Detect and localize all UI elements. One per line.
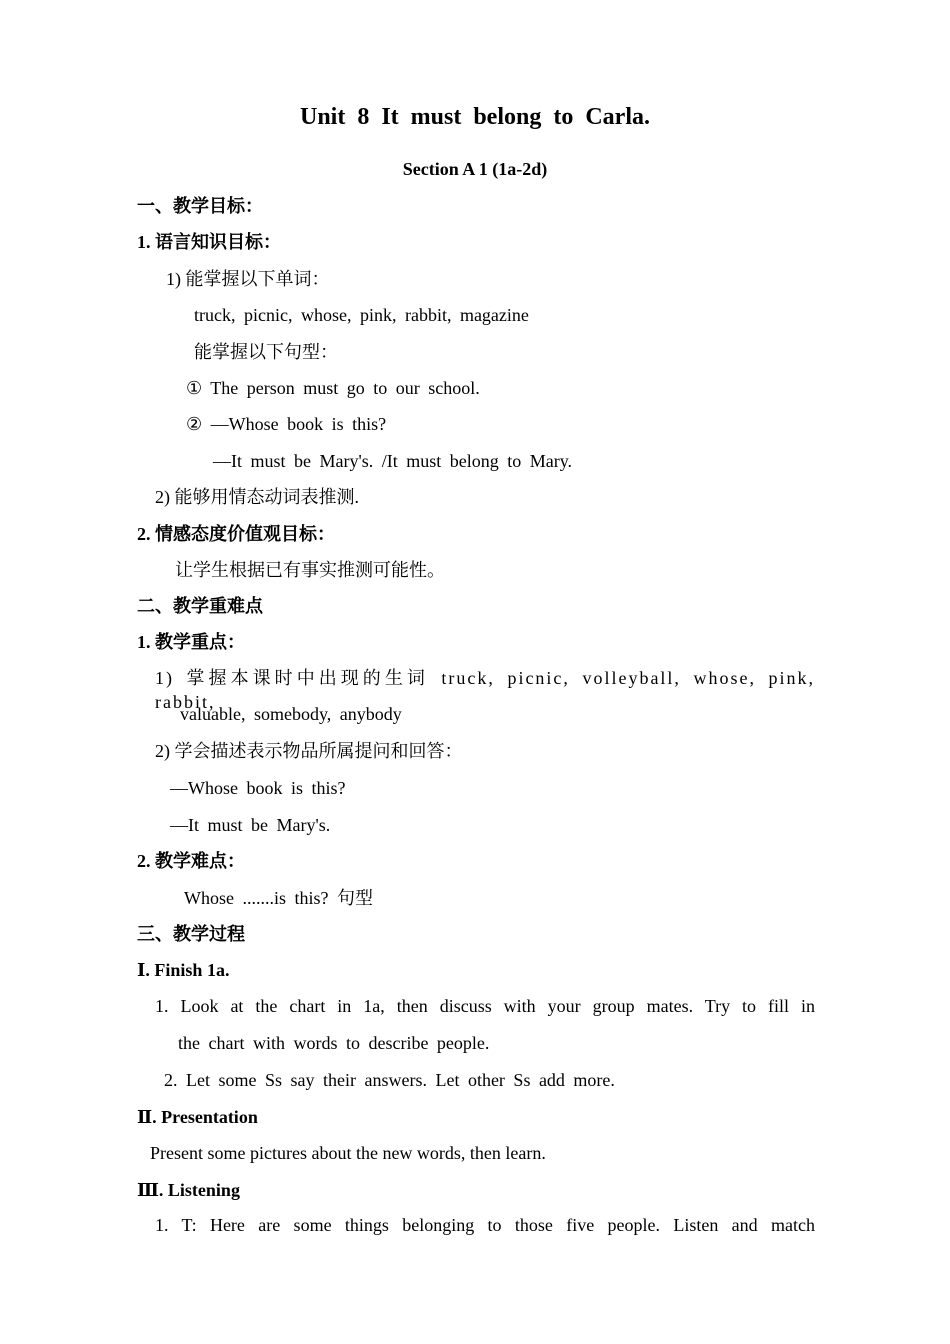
focus-ownership-label: 2) 学会描述表示物品所属提问和回答： [155,741,463,761]
pattern-1: ① The person must go to our school. [186,378,480,398]
part-1-step-1-line-2: the chart with words to describe people. [178,1033,490,1053]
heading-attitude-objectives: 2. 情感态度价值观目标： [137,524,335,544]
modal-verb-objective: 2) 能够用情态动词表推测. [155,487,359,507]
attitude-objective-text: 让学生根据已有事实推测可能性。 [175,560,445,580]
part-1-step-2: 2. Let some Ss say their answers. Let other Ss add more. [164,1070,615,1090]
part-2-text: Present some pictures about the new words, then learn. [150,1143,546,1163]
focus-answer: —It must be Mary's. [170,815,331,835]
heading-language-objectives: 1. 语言知识目标： [137,232,281,252]
document-title: Unit 8 It must belong to Carla. [299,104,650,130]
patterns-label: 能掌握以下句型： [194,342,338,362]
heading-part-2: Ⅱ. Presentation [137,1107,258,1127]
part-3-step-1: 1. T: Here are some things belonging to those five people. Listen and match [155,1215,815,1235]
heading-part-3: Ⅲ. Listening [137,1180,240,1200]
pattern-2-answer: —It must be Mary's. /It must belong to Mary. [213,451,573,471]
focus-words-line-1: 1) 掌握本课时中出现的生词 truck, picnic, volleyball, whose, pink, rabbit, [155,668,815,712]
heading-part-1: Ⅰ. Finish 1a. [137,960,230,980]
heading-teaching-process: 三、教学过程 [137,924,245,944]
section-subtitle: Section A 1 (1a-2d) [402,159,548,179]
pattern-2-question: ② —Whose book is this? [186,414,387,434]
vocab-label: 1) 能掌握以下单词： [166,269,330,289]
heading-focus: 1. 教学重点： [137,632,245,652]
heading-key-points: 二、教学重难点 [137,596,263,616]
focus-words-line-2: valuable, somebody, anybody [180,704,402,724]
part-1-step-1-line-1: 1. Look at the chart in 1a, then discuss with your group mates. Try to fill in [155,996,815,1016]
vocab-words: truck, picnic, whose, pink, rabbit, magazine [194,305,529,325]
focus-question: —Whose book is this? [170,778,346,798]
heading-difficulty: 2. 教学难点： [137,851,245,871]
difficulty-text: Whose .......is this? 句型 [184,888,373,908]
heading-teaching-objectives: 一、教学目标： [137,196,263,216]
